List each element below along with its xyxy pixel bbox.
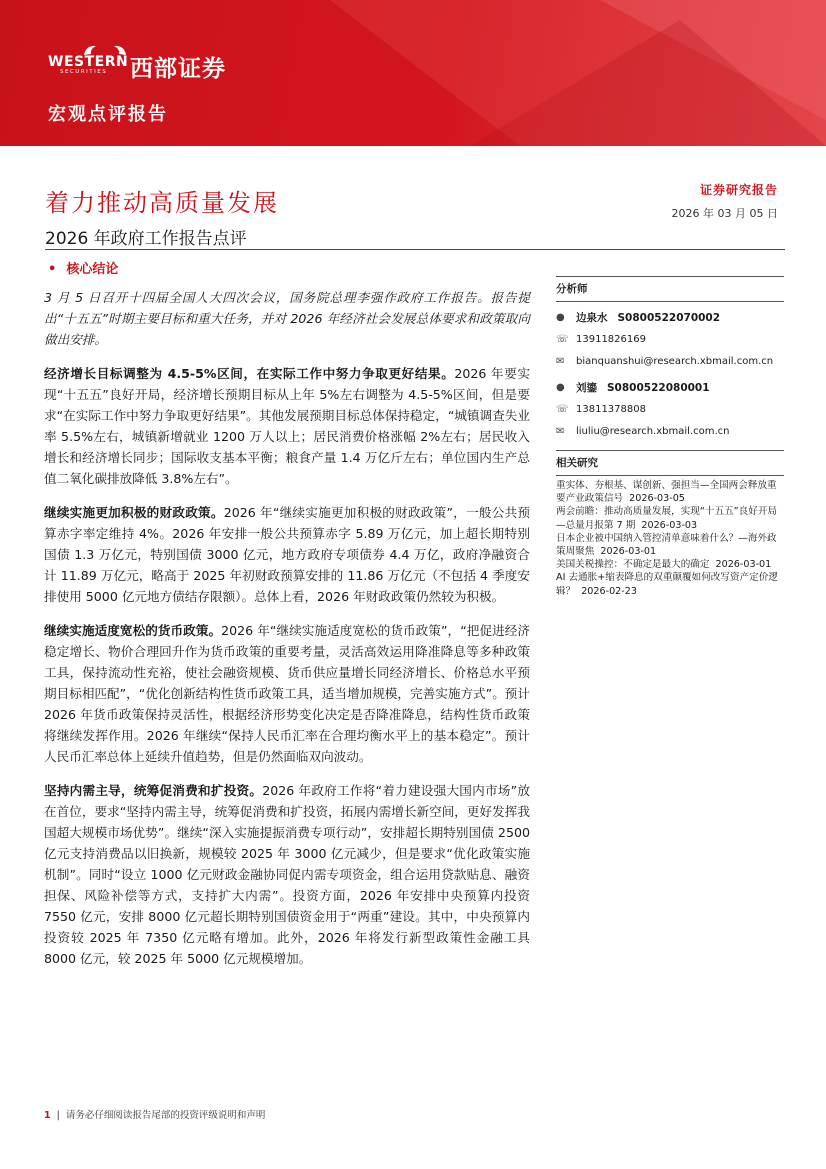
core-conclusion-heading (48, 258, 118, 277)
sub-title: 2026 年政府工作报告点评 (45, 229, 247, 249)
analyst-phone-row (556, 328, 784, 350)
report-label: 证券研究报告 (699, 183, 778, 197)
footer-disclaimer: 请务必仔细阅读报告尾部的投资评级说明和声明 (65, 1110, 266, 1121)
title-divider (45, 249, 785, 250)
related-title[interactable]: 美国关税操控：不确定是最大的确定 (556, 559, 710, 571)
section-heading: 坚持内需主导，统筹促消费和扩投资。 (44, 783, 263, 798)
analyst-phone-row (556, 398, 784, 420)
related-item[interactable] (556, 571, 784, 597)
analyst-email[interactable]: bianquanshui@research.xbmail.com.cn (576, 355, 774, 367)
analyst-email[interactable]: liuliu@research.xbmail.com.cn (576, 425, 730, 437)
report-type: 宏观点评报告 (48, 104, 168, 125)
logo-cn: 西部证券 (130, 56, 226, 82)
related-item[interactable] (556, 505, 784, 531)
body-section (44, 363, 530, 489)
related-date: 2026-03-01 (600, 546, 657, 558)
section-text: 2026 年政府工作将“着力建设强大国内市场”放在首位，要求“坚持内需主导，统筹促消费和扩投资，拓展内需增长新空间，更好发挥我国超大规模市场优势”。继续“深入实施提振消费专项行动”，安排超长期特别国债 2500 亿元支持消费品以旧换新，规模较 2025 年 3000 亿元减少，但是要求“优化政策实施机制”。同时“设立 1000 亿元财政金融协同促内需专项资金，组合运用贷款贴息、融资担保、风险补偿等方式，支持扩大内需”。投资方面，2026 年安排中央预算内投资 7550 亿元，安排 8000 亿元超长期特别国债资金用于“两重”建设。其中，中央预算内投资较 2025 年 7350 亿元略有增加。此外，2026 年将发行新型政策性金融工具 8000 亿元，较 2025 年 5000 亿元规模增加。 (44, 783, 531, 966)
analyst-cert: S0800522080001 (607, 381, 710, 394)
page-number: 1 (44, 1110, 51, 1121)
core-heading-text: 核心结论 (66, 262, 119, 277)
related-item[interactable] (556, 479, 784, 505)
report-header (0, 0, 826, 146)
body-section (44, 780, 530, 969)
related-date: 2026-03-01 (715, 559, 772, 571)
section-text: 2026 年“继续实施更加积极的财政政策”，一般公共预算赤字率定维持 4%。2026 年安排一般公共预算赤字 5.89 万亿元，加上超长期特别国债 1.3 万亿元，特别国债 3000 亿元，地方政府专项债券 4.4 万亿，政府净融资合计 11.89 万亿元，略高于 2025 年初财政预算安排的 11.86 万亿元（不包括 4 季度安排使用 5000 亿元地方债结存限额）。总体上看，2026 年财政政策仍然较为积极。 (44, 505, 530, 604)
section-text: 2026 年“继续实施适度宽松的货币政策”，“把促进经济稳定增长、物价合理回升作为货币政策的重要考量，灵活高效运用降准降息等多种政策工具，保持流动性充裕，使社会融资规模、货币供应量增长同经济增长、价格总水平预期目标相匹配”，“优化创新结构性货币政策工具，适当增加规模，完善实施方式”。预计 2026 年货币政策保持灵活性，根据经济形势变化决定是否降准降息，结构性货币政策将继续发挥作用。2026 年继续“保持人民币汇率在合理均衡水平上的基本稳定”。预计人民币汇率总体上延续升值趋势，但是仍然面临双向波动。 (44, 623, 530, 764)
related-item[interactable] (556, 558, 784, 571)
analyst-email-row (556, 350, 784, 372)
related-heading: 相关研究 (556, 450, 784, 476)
main-title: 着力推动高质量发展 (45, 189, 279, 217)
analyst-name-row (556, 306, 784, 328)
footer-separator: | (56, 1110, 60, 1121)
analyst-cert: S0800522070002 (617, 311, 721, 324)
sidebar (556, 276, 784, 598)
email-icon: ✉ (556, 425, 565, 437)
person-icon: ● (556, 381, 565, 393)
report-date: 2026 年 03 月 05 日 (671, 207, 778, 220)
related-date: 2026-02-23 (581, 585, 637, 597)
bullet-icon: • (48, 262, 57, 277)
email-icon: ✉ (556, 355, 565, 367)
related-research (556, 450, 784, 598)
section-heading: 继续实施适度宽松的货币政策。 (44, 623, 222, 638)
logo-en: WESTERN (48, 54, 129, 70)
page-footer (44, 1107, 265, 1121)
section-heading: 继续实施更加积极的财政政策。 (44, 505, 224, 520)
related-title[interactable]: AI 去通胀+缩表降息的双重颠覆如何改写资产定价逻辑？ (556, 572, 778, 597)
phone-icon: ☏ (556, 403, 569, 415)
body-section (44, 620, 530, 767)
related-title[interactable]: 两会前瞻：推动高质量发展，实现“十五五”良好开局—总量月报第 7 期 (556, 506, 778, 531)
analyst-name: 边泉水 (576, 311, 608, 324)
analyst-email-row (556, 420, 784, 442)
section-text: 2026 年要实现“十五五”良好开局，经济增长预期目标从上年 5%左右调整为 4.5-5%区间，但是要求“在实际工作中努力争取更好结果”。其他发展预期目标总体保持稳定，“城镇调查失业率 5.5%左右，城镇新增就业 1200 万人以上；居民消费价格涨幅 2%左右；居民收入增长和经济增长同步；国际收支基本平衡；粮食产量 1.4 万亿斤左右；单位国内生产总值二氧化碳排放降低 3.8%左右”。 (44, 366, 530, 486)
report-body (44, 287, 530, 982)
person-icon: ● (556, 311, 565, 323)
analyst-phone[interactable]: 13811378808 (576, 403, 646, 415)
analyst-heading: 分析师 (556, 276, 784, 302)
body-section (44, 502, 530, 607)
intro-paragraph: 3 月 5 日召开十四届全国人大四次会议，国务院总理李强作政府工作报告。报告提出“十五五”时期主要目标和重大任务，并对 2026 年经济社会发展总体要求和政策取向做出安排。 (44, 290, 530, 347)
analyst-phone[interactable]: 13911826169 (576, 333, 646, 345)
related-title[interactable]: 日本企业被中国纳入管控清单意味着什么？—海外政策周聚焦 (556, 532, 777, 558)
related-title[interactable]: 重实体、夯根基、谋创新、强担当—全国两会释放重要产业政策信号 (556, 480, 777, 505)
related-date: 2026-03-03 (641, 519, 698, 531)
section-heading: 经济增长目标调整为 4.5-5%区间，在实际工作中努力争取更好结果。 (44, 366, 455, 381)
logo-en-sub: SECURITIES (60, 69, 108, 75)
related-item[interactable] (556, 532, 784, 558)
phone-icon: ☏ (556, 333, 569, 345)
analyst-name: 刘鎏 (576, 381, 597, 394)
analyst-name-row (556, 376, 784, 398)
related-date: 2026-03-05 (629, 493, 685, 505)
